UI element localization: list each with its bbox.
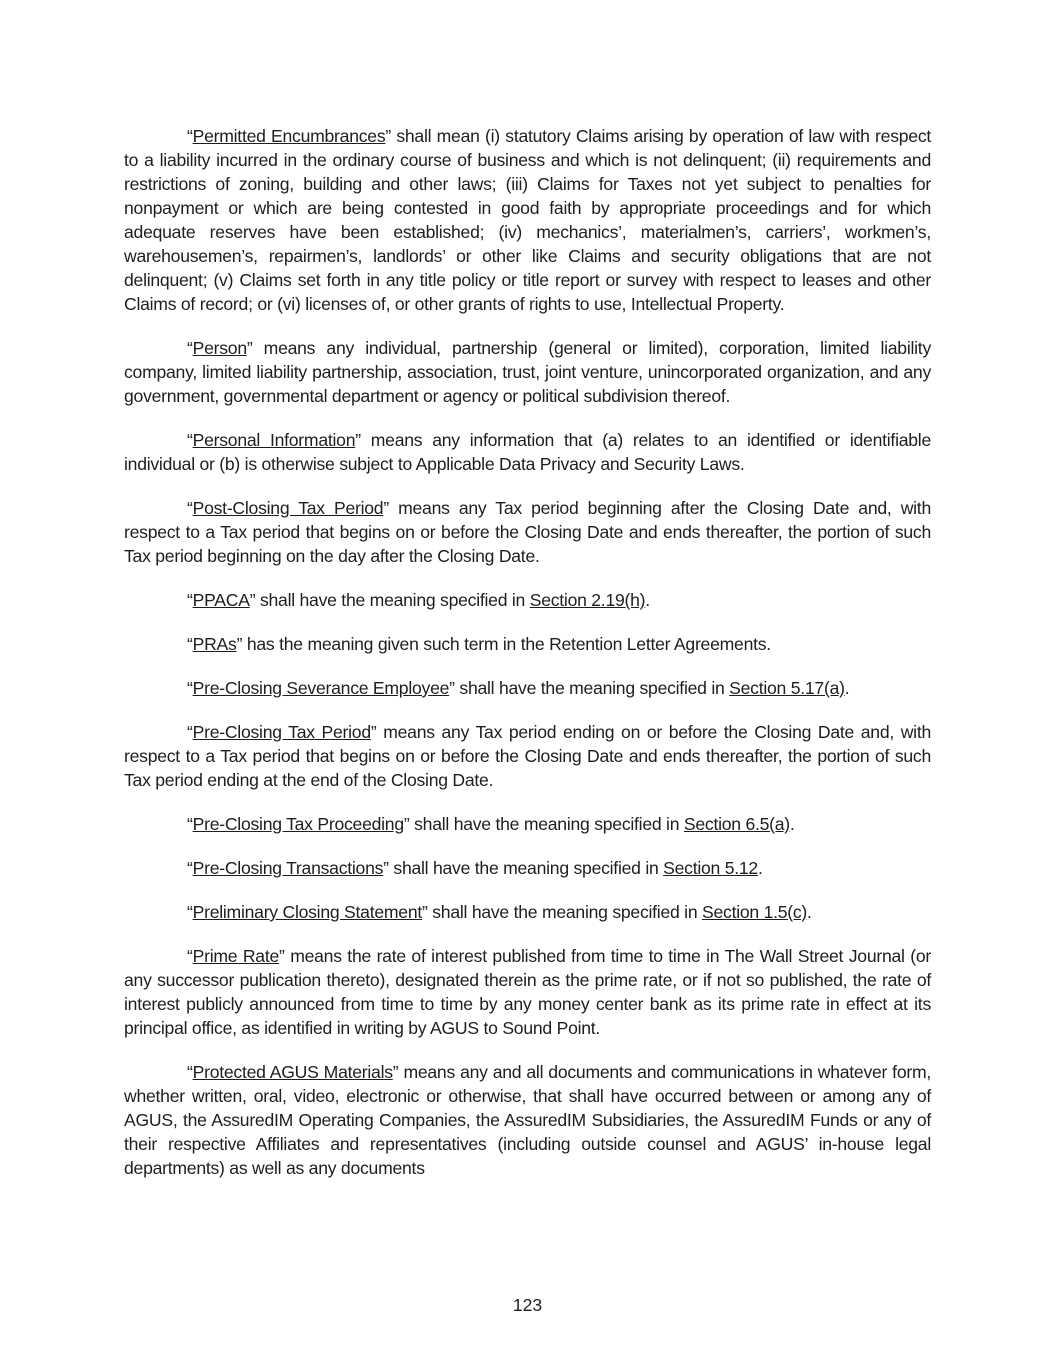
definition-pre-closing-transactions: “Pre-Closing Transactions” shall have the meaning specified in Section 5.12. — [187, 858, 763, 878]
section-reference: Section 5.17(a) — [729, 678, 845, 698]
defined-term: Prime Rate — [192, 946, 280, 966]
definition-text: means any and all documents and communications in whatever form, whether written, oral, video, electronic or otherwise, that shall have occurred between or among any of AGUS, the AssuredIM Operating Companies, the AssuredIM Subsidiaries, the AssuredIM Funds or any of their respective Affiliates and representatives (including outside counsel and AGUS’ in-house legal departments) as well as any documents — [124, 1062, 932, 1178]
definition-text: means any Tax period beginning after the Closing Date and, with respect to a Tax period that begins on or before the Closing Date and ends thereafter, the portion of such Tax period beginning on the day after the Closing Date. — [124, 498, 931, 566]
definition-post-closing-tax-period: “Post-Closing Tax Period” means any Tax period beginning after the Closing Date and, with respect to a Tax period that begins on or before the Closing Date and ends thereafter, the portion of such Tax period beginning on the day after the Closing Date. — [124, 498, 931, 566]
definition-text: has the meaning given such term in the Retention Letter Agreements. — [242, 634, 771, 654]
definition-text: shall have the meaning specified in — [454, 678, 730, 698]
section-reference: Section 5.12 — [663, 858, 758, 878]
definition-protected-agus-materials: “Protected AGUS Materials” means any and all documents and communications in whatever form, whether written, oral, video, electronic or otherwise, that shall have occurred between or among any of AGUS, the AssuredIM Operating Companies, the AssuredIM Subsidiaries, the AssuredIM Funds or any of their respective Affiliates and representatives (including outside counsel and AGUS’ in-house legal departments) as well as any documents — [124, 1062, 932, 1178]
defined-term: Preliminary Closing Statement — [192, 902, 422, 922]
defined-term: Pre-Closing Tax Proceeding — [192, 814, 404, 834]
defined-term: PRAs — [192, 634, 237, 654]
defined-term: Pre-Closing Severance Employee — [192, 678, 450, 698]
document-body — [124, 124, 931, 1200]
definition-text: means any individual, partnership (general or limited), corporation, limited liability company, limited liability partnership, association, trust, joint venture, unincorporated organization, and any government, governmental department or agency or political subdivision thereof. — [124, 338, 931, 406]
definition-preliminary-closing-statement: “Preliminary Closing Statement” shall have the meaning specified in Section 1.5(c). — [187, 902, 812, 922]
defined-term: Personal Information — [192, 430, 356, 450]
definition-text: shall have the meaning specified in — [409, 814, 684, 834]
definition-pre-closing-tax-period: “Pre-Closing Tax Period” means any Tax period ending on or before the Closing Date and, with respect to a Tax period that begins on or before the Closing Date and ends thereafter, the portion of such Tax period ending at the end of the Closing Date. — [124, 722, 931, 790]
defined-term: PPACA — [192, 590, 250, 610]
definition-text: shall have the meaning specified in — [255, 590, 530, 610]
defined-term: Permitted Encumbrances — [192, 126, 386, 146]
definition-personal-information: “Personal Information” means any information that (a) relates to an identified or identifiable individual or (b) is otherwise subject to Applicable Data Privacy and Security Laws. — [124, 430, 931, 474]
definition-text: shall have the meaning specified in — [388, 858, 664, 878]
definition-prime-rate: “Prime Rate” means the rate of interest published from time to time in The Wall Street Journal (or any successor publication thereto), designated therein as the prime rate, or if not so published, the rate of interest publicly announced from time to time by any money center bank as its prime rate in effect at its principal office, as identified in writing by AGUS to Sound Point. — [124, 946, 931, 1038]
definition-person: “Person” means any individual, partnership (general or limited), corporation, limited liability company, limited liability partnership, association, trust, joint venture, unincorporated organization, and any government, governmental department or agency or political subdivision thereof. — [124, 338, 931, 406]
defined-term: Pre-Closing Transactions — [192, 858, 384, 878]
defined-term: Pre-Closing Tax Period — [192, 722, 371, 742]
definition-text: means the rate of interest published from time to time in The Wall Street Journal (or any successor publication thereto), designated therein as the prime rate, or if not so published, the rate of interest publicly announced from time to time by any money center bank as its prime rate in effect at its principal office, as identified in writing by AGUS to Sound Point. — [124, 946, 931, 1038]
definition-text: means any Tax period ending on or before the Closing Date and, with respect to a Tax period that begins on or before the Closing Date and ends thereafter, the portion of such Tax period ending at the end of the Closing Date. — [124, 722, 931, 790]
definition-pre-closing-tax-proceeding: “Pre-Closing Tax Proceeding” shall have the meaning specified in Section 6.5(a). — [187, 814, 795, 834]
definition-text: shall have the meaning specified in — [427, 902, 702, 922]
definition-pras: “PRAs” has the meaning given such term in the Retention Letter Agreements. — [187, 634, 771, 654]
definition-text: shall mean (i) statutory Claims arising by operation of law with respect to a liability incurred in the ordinary course of business and which is not delinquent; (ii) requirements and restrictions of zoning, building and other laws; (iii) Claims for Taxes not yet subject to penalties for nonpayment or which are being contested in good faith by appropriate proceedings and for which adequate reserves have been established; (iv) mechanics’, materialmen’s, carriers’, workmen’s, warehousemen’s, repairmen’s, landlords’ or other like Claims and security obligations that are not delinquent; (v) Claims set forth in any title policy or title report or survey with respect to leases and other Claims of record; or (vi) licenses of, or other grants of rights to use, Intellectual Property. — [124, 126, 931, 314]
section-reference: Section 6.5(a) — [683, 814, 790, 834]
defined-term: Post-Closing Tax Period — [192, 498, 384, 518]
defined-term: Person — [192, 338, 247, 358]
section-reference: Section 1.5(c) — [702, 902, 808, 922]
definition-ppaca: “PPACA” shall have the meaning specified in Section 2.19(h). — [187, 590, 650, 610]
definition-pre-closing-severance-employee: “Pre-Closing Severance Employee” shall have the meaning specified in Section 5.17(a). — [187, 678, 850, 698]
defined-term: Protected AGUS Materials — [192, 1062, 393, 1082]
definition-text: means any information that (a) relates to an identified or identifiable individual or (b) is otherwise subject to Applicable Data Privacy and Security Laws. — [124, 430, 931, 474]
definition-permitted-encumbrances: “Permitted Encumbrances” shall mean (i) statutory Claims arising by operation of law with respect to a liability incurred in the ordinary course of business and which is not delinquent; (ii) requirements and restrictions of zoning, building and other laws; (iii) Claims for Taxes not yet subject to penalties for nonpayment or which are being contested in good faith by appropriate proceedings and for which adequate reserves have been established; (iv) mechanics’, materialmen’s, carriers’, workmen’s, warehousemen’s, repairmen’s, landlords’ or other like Claims and security obligations that are not delinquent; (v) Claims set forth in any title policy or title report or survey with respect to leases and other Claims of record; or (vi) licenses of, or other grants of rights to use, Intellectual Property. — [124, 126, 931, 314]
section-reference: Section 2.19(h) — [529, 590, 646, 610]
page-number: 123 — [512, 1295, 543, 1315]
